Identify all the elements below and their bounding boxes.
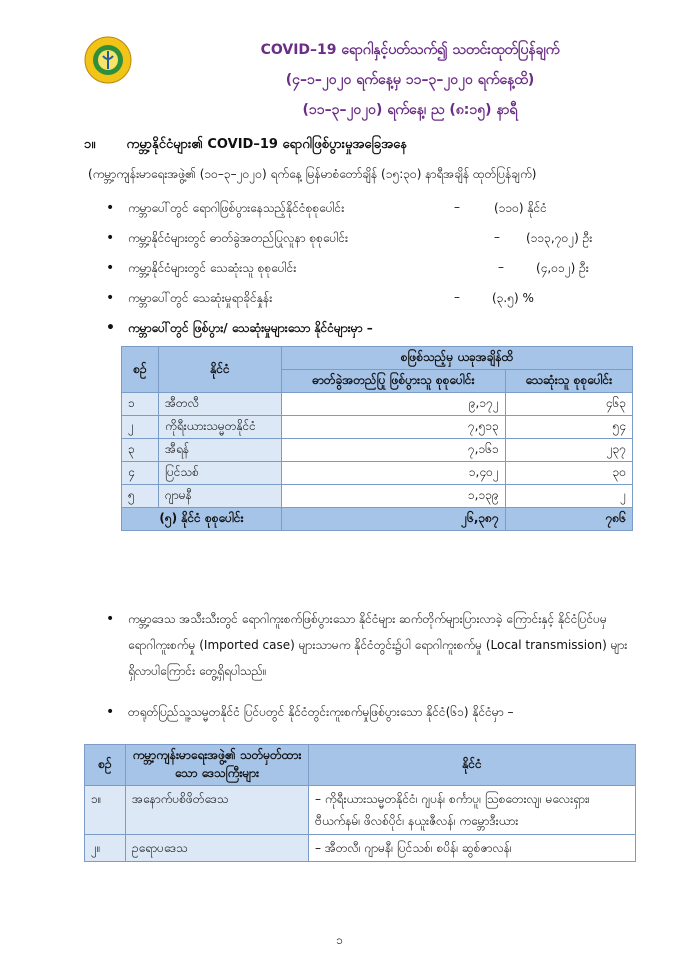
table-row bbox=[122, 439, 633, 462]
stat-value: (၁၁၀) နိုင်ငံ bbox=[494, 201, 547, 215]
top-countries-table bbox=[121, 346, 633, 531]
stat-dash: – bbox=[454, 290, 460, 304]
title-line-2: (၄–၁–၂၀၂၀ ရက်နေ့မှ ၁၁–၃–၂၀၂၀ ရက်နေ့ထိ) bbox=[285, 72, 535, 88]
cell-country: အီရန် bbox=[159, 439, 282, 462]
table-row bbox=[122, 393, 633, 416]
cell-confirmed: ၇,၁၆၁ bbox=[282, 439, 506, 462]
cell-no: ၃ bbox=[122, 439, 159, 462]
cell-deaths: ၅၄ bbox=[505, 416, 632, 439]
col-header-confirmed: ဓာတ်ခွဲအတည်ပြု ဖြစ်ပွားသူ စုစုပေါင်း bbox=[282, 370, 506, 393]
bullet-icon: • bbox=[106, 290, 115, 306]
cell-no: ၁ bbox=[122, 393, 159, 416]
regions-table bbox=[84, 744, 636, 862]
paragraph-spread: ကမ္ဘာ့ဒေသ အသီးသီးတွင် ရောဂါကူးစက်ဖြစ်ပွားသော နိုင်ငံများ ဆက်တိုက်များပြားလာခဲ့ ကြောင်းနှင့် နိုင်ငံပြင်ပမှ ရောဂါကူးစက်မှု (Imported case) များသာမက နိုင်ငံတွင်း၌ပါ ရောဂါကူးစက်မှု (Local transmission) များ ရှိလာပါကြောင်း တွေ့ရှိရပါသည်။ bbox=[128, 612, 628, 678]
cell-region: ဥရောပဒေသ bbox=[126, 835, 309, 862]
stat-label: ကမ္ဘာပေါ်တွင် ရောဂါဖြစ်ပွားနေသည့်နိုင်ငံစုစုပေါင်း bbox=[128, 201, 345, 215]
bullet-icon: • bbox=[106, 200, 115, 216]
col-header-region: ကမ္ဘာ့ကျန်းမာရေးအဖွဲ့၏ သတ်မှတ်ထားသော ဒေသကြီးများ bbox=[126, 745, 309, 786]
table-row bbox=[85, 835, 636, 862]
total-confirmed: ၂၆,၃၈၇ bbox=[282, 508, 506, 531]
table-row bbox=[85, 786, 636, 835]
cell-confirmed: ၉,၁၇၂ bbox=[282, 393, 506, 416]
source-note: (ကမ္ဘာ့ကျန်းမာရေးအဖွဲ့၏ (၁၀–၃–၂၀၂၀) ရက်နေ့ မြန်မာစံတော်ချိန် (၁၅:၃၀) နာရီအချိန် ထုတ်ပြန်ချက်) bbox=[88, 167, 537, 181]
stat-dash: – bbox=[494, 230, 500, 244]
cell-confirmed: ၇,၅၁၃ bbox=[282, 416, 506, 439]
title-line-3: (၁၁–၃–၂၀၂၀) ရက်နေ့၊ ည (၈:၁၅) နာရီ bbox=[302, 102, 518, 118]
cell-no: ၅ bbox=[122, 485, 159, 508]
bullet-icon: • bbox=[106, 260, 115, 276]
col-header-deaths: သေဆုံးသူ စုစုပေါင်း bbox=[505, 370, 632, 393]
stat-value: (၃.၅) % bbox=[492, 291, 534, 305]
table-total-row bbox=[122, 508, 633, 531]
col-header-countries: နိုင်ငံ bbox=[309, 745, 636, 786]
stat-dash: – bbox=[454, 200, 460, 214]
cell-country: ပြင်သစ် bbox=[159, 462, 282, 485]
total-deaths: ၇၈၆ bbox=[505, 508, 632, 531]
bullet-icon: • bbox=[106, 611, 115, 627]
cell-country: ဂျာမနီ bbox=[159, 485, 282, 508]
table-row bbox=[122, 485, 633, 508]
total-label: (၅) နိုင်ငံ စုစုပေါင်း bbox=[122, 508, 282, 531]
cell-deaths: ၃၀ bbox=[505, 462, 632, 485]
cell-confirmed: ၁,၄၀၂ bbox=[282, 462, 506, 485]
bullet-icon: • bbox=[106, 320, 115, 336]
stat-label: ကမ္ဘာ့နိုင်ငံများတွင် ဓာတ်ခွဲအတည်ပြုလူနာ စုစုပေါင်း bbox=[128, 231, 349, 245]
stat-label: ကမ္ဘာ့နိုင်ငံများတွင် သေဆုံးသူ စုစုပေါင်း bbox=[128, 261, 297, 275]
cell-no: ၄ bbox=[122, 462, 159, 485]
col-header-no: စဉ် bbox=[122, 347, 159, 393]
cell-countries: – အီတလီ၊ ဂျာမနီ၊ ပြင်သစ်၊ စပိန်၊ ဆွစ်ဇာလန်၊ bbox=[309, 835, 636, 862]
col-header-country: နိုင်ငံ bbox=[159, 347, 282, 393]
cell-region: အနောက်ပစိဖိတ်ဒေသ bbox=[126, 786, 309, 835]
col-header-group: စဖြစ်သည့်မှ ယခုအချိန်ထိ bbox=[282, 347, 633, 370]
table-row bbox=[122, 416, 633, 439]
stat-label: ကမ္ဘာပေါ်တွင် သေဆုံးမှုရာခိုင်နှုန်း bbox=[128, 291, 273, 305]
cell-deaths: ၂၃၇ bbox=[505, 439, 632, 462]
bullet-icon: • bbox=[106, 230, 115, 246]
section-title: ကမ္ဘာ့နိုင်ငံများ၏ COVID–19 ရောဂါဖြစ်ပွားမှုအခြေအနေ bbox=[126, 137, 407, 152]
bullet-icon: • bbox=[106, 704, 115, 720]
stat-value: (၁၁၃,၇၀၂) ဦး bbox=[526, 231, 593, 245]
cell-deaths: ၂ bbox=[505, 485, 632, 508]
cell-no: ၂ bbox=[122, 416, 159, 439]
table1-intro-text: ကမ္ဘာပေါ်တွင် ဖြစ်ပွား/ သေဆုံးမှုများသော နိုင်ငံများမှာ – bbox=[128, 321, 373, 335]
stat-dash: – bbox=[498, 260, 504, 274]
paragraph-local-transmission: တရုတ်ပြည်သူ့သမ္မတနိုင်ငံ ပြင်ပတွင် နိုင်ငံတွင်းကူးစက်မှုဖြစ်ပွားသော နိုင်ငံ(၆၁) နိုင်ငံမှာ – bbox=[128, 705, 514, 719]
cell-countries: – ကိုရီးယားသမ္မတနိုင်ငံ၊ ဂျပန်၊ စင်္ကာပူ၊ ဩစတေးလျ၊ မလေးရှား၊ ဗီယက်နမ်၊ ဖိလစ်ပိုင်၊ နယူးဇီလန်၊ ကမ္ဘောဒီးယား bbox=[309, 786, 636, 835]
title-line-1: COVID–19 ရောဂါနှင့်ပတ်သက်၍ သတင်းထုတ်ပြန်ချက် bbox=[260, 42, 560, 58]
cell-confirmed: ၁,၁၃၉ bbox=[282, 485, 506, 508]
section-heading bbox=[84, 136, 407, 155]
cell-no: ၁။ bbox=[85, 786, 126, 835]
stat-value: (၄,၀၁၂) ဦး bbox=[536, 261, 589, 275]
section-number: ၁။ bbox=[84, 137, 96, 152]
ministry-logo bbox=[84, 36, 132, 84]
page-number: ၁ bbox=[336, 933, 343, 947]
cell-no: ၂။ bbox=[85, 835, 126, 862]
cell-country: ကိုရီးယားသမ္မတနိုင်ငံ bbox=[159, 416, 282, 439]
cell-country: အီတလီ bbox=[159, 393, 282, 416]
cell-deaths: ၄၆၃ bbox=[505, 393, 632, 416]
table-row bbox=[122, 462, 633, 485]
col-header-no: စဉ် bbox=[85, 745, 126, 786]
